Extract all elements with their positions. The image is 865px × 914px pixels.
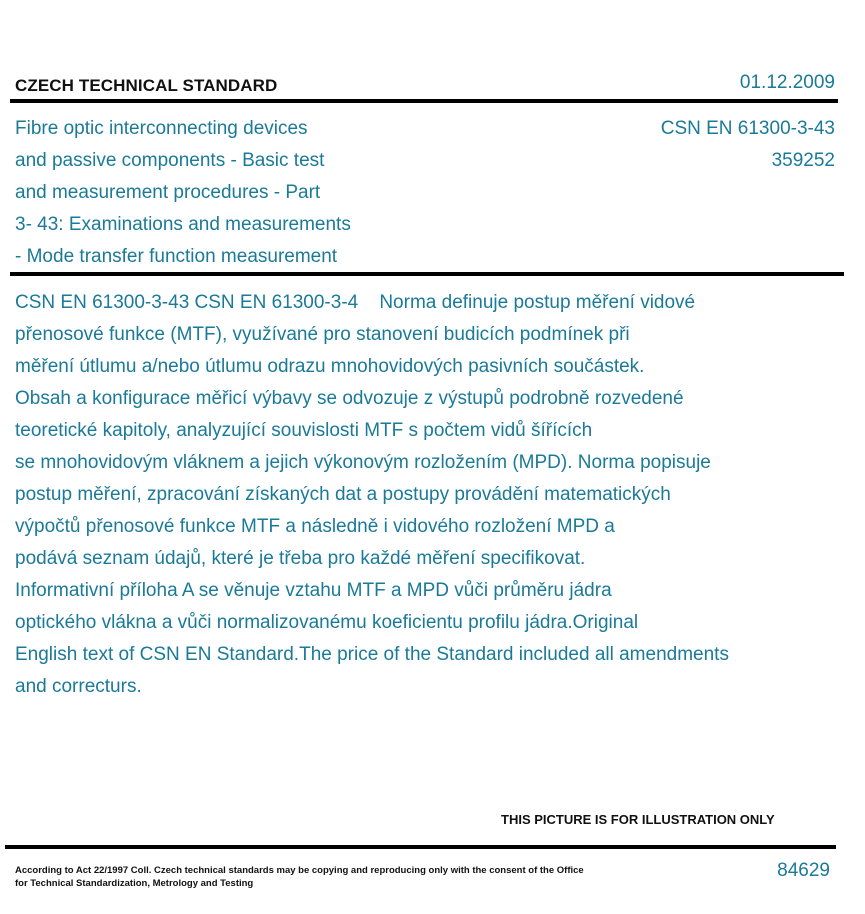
description-line: Obsah a konfigurace měřicí výbavy se odvozuje z výstupů podrobně rozvedené bbox=[15, 388, 684, 409]
document-number: 84629 bbox=[777, 860, 830, 881]
standard-title: Fibre optic interconnecting devices and passive components - Basic test and measurement procedures - Part 3- 43: Examinations and measurements - Mode transfer function measurement bbox=[15, 118, 351, 267]
publication-date: 01.12.2009 bbox=[739, 72, 835, 93]
header-label: CZECH TECHNICAL STANDARD bbox=[15, 76, 278, 95]
description-line: podává seznam údajů, které je třeba pro každé měření specifikovat. bbox=[15, 548, 586, 569]
description-line: výpočtů přenosové funkce MTF a následně i vidového rozložení MPD a bbox=[15, 516, 615, 537]
description-line: měření útlumu a/nebo útlumu odrazu mnohovidových pasivních součástek. bbox=[15, 356, 645, 377]
description-line: CSN EN 61300-3-43 CSN EN 61300-3-4 Norma definuje postup měření vidové bbox=[15, 292, 696, 313]
class-number: 359252 bbox=[771, 150, 835, 171]
illustration-disclaimer: THIS PICTURE IS FOR ILLUSTRATION ONLY bbox=[501, 812, 775, 827]
description-line: optického vlákna a vůči normalizovanému koeficientu profilu jádra.Original bbox=[15, 612, 639, 633]
legal-note: According to Act 22/1997 Coll. Czech technical standards may be copying and reproducing only with the consent of the Office for Technical Standardization, Metrology and Testing bbox=[15, 865, 584, 889]
description-line: se mnohovidovým vláknem a jejich výkonovým rozložením (MPD). Norma popisuje bbox=[15, 452, 711, 473]
description-line: Informativní příloha A se věnuje vztahu MTF a MPD vůči průměru jádra bbox=[15, 580, 612, 601]
standard-code: CSN EN 61300-3-43 bbox=[660, 118, 835, 139]
description-line: postup měření, zpracování získaných dat a postupy provádění matematických bbox=[15, 484, 671, 505]
footer-divider bbox=[5, 845, 836, 849]
description-line: English text of CSN EN Standard.The price of the Standard included all amendments bbox=[15, 644, 729, 665]
standard-codes bbox=[661, 113, 835, 177]
standard-description bbox=[15, 287, 845, 703]
header-divider bbox=[10, 99, 838, 103]
description-line: teoretické kapitoly, analyzující souvislosti MTF s počtem vidů šířících bbox=[15, 420, 593, 441]
description-line: přenosové funkce (MTF), využívané pro stanovení budicích podmínek při bbox=[15, 324, 630, 345]
title-divider bbox=[10, 272, 844, 276]
description-line: and correcturs. bbox=[15, 676, 142, 697]
